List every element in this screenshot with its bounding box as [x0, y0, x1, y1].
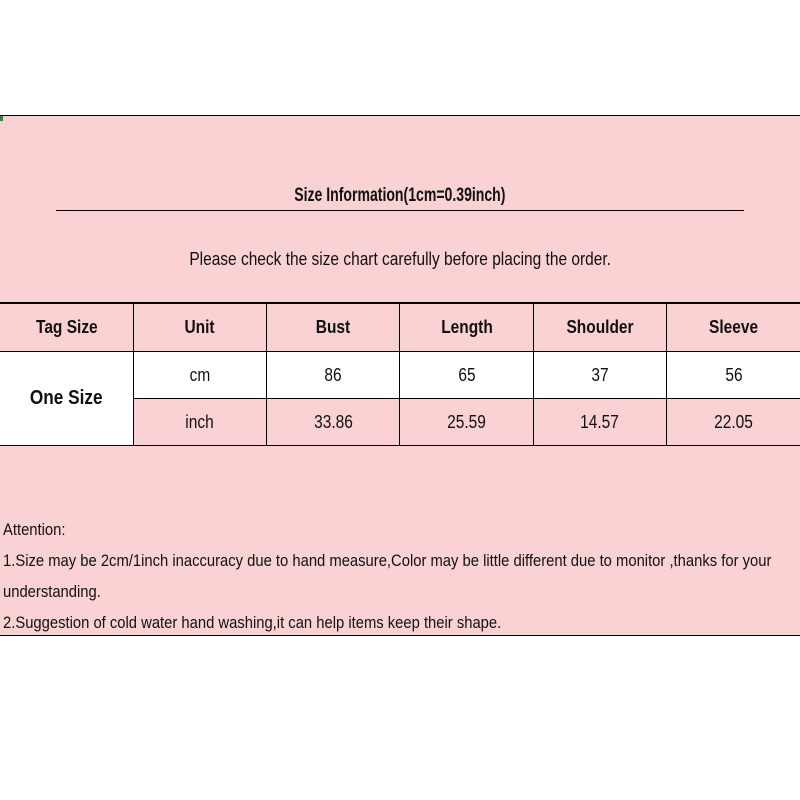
header-length: Length	[400, 304, 533, 352]
attention-line-1: 1.Size may be 2cm/1inch inaccuracy due to hand measure,Color may be little different due to monitor ,thanks for your	[3, 551, 772, 570]
attention-heading: Attention:	[3, 520, 66, 539]
sleeve-cell: 56	[667, 352, 800, 399]
bust-cell: 86	[267, 352, 400, 399]
attention-line-2: understanding.	[3, 582, 101, 601]
table-header-row	[0, 304, 800, 352]
sleeve-cell: 22.05	[667, 399, 800, 446]
header-unit: Unit	[133, 304, 266, 352]
header-bust: Bust	[267, 304, 400, 352]
length-cell: 25.59	[400, 399, 533, 446]
attention-line-3: 2.Suggestion of cold water hand washing,it can help items keep their shape.	[3, 613, 502, 632]
header-shoulder: Shoulder	[533, 304, 666, 352]
table-row	[0, 352, 800, 399]
length-cell: 65	[400, 352, 533, 399]
tag-size-cell: One Size	[0, 352, 133, 446]
shoulder-cell: 37	[533, 352, 666, 399]
shoulder-cell: 14.57	[533, 399, 666, 446]
size-chart-sheet	[0, 115, 800, 636]
size-table	[0, 303, 800, 446]
size-info-title: Size Information(1cm=0.39inch)	[56, 116, 744, 211]
size-info-subtitle: Please check the size chart carefully before placing the order.	[0, 211, 800, 303]
header-sleeve: Sleeve	[667, 304, 800, 352]
unit-cell: inch	[133, 399, 266, 446]
attention-notes	[3, 514, 793, 638]
unit-cell: cm	[133, 352, 266, 399]
header-tag-size: Tag Size	[0, 304, 133, 352]
corner-mark	[0, 116, 3, 121]
bust-cell: 33.86	[267, 399, 400, 446]
